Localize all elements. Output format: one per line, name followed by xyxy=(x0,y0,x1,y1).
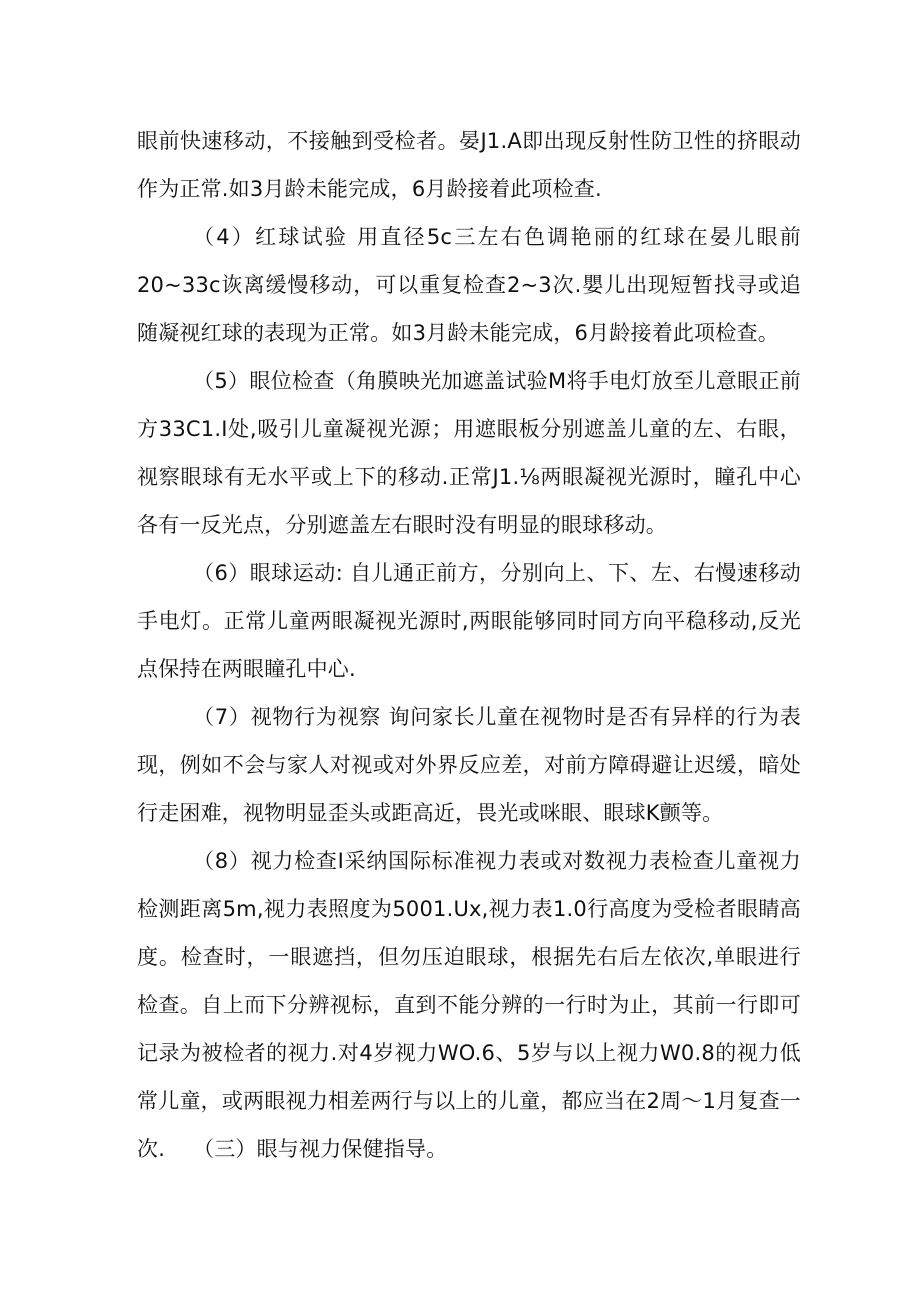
paragraph-text: 眼前快速移动，不接触到受检者。晏J1.A即出现反射性防卫性的挤眼动作为正常.如3月龄未能完成，6月龄接着此项检查. xyxy=(137,129,801,201)
paragraph-visual-behavior xyxy=(137,693,801,837)
paragraph-text: （6）眼球运动: 自儿通正前方，分别向上、下、左、右慢速移动手电灯。正常儿童两眼凝视光源时,两眼能够同时同方向平稳移动,反光点保持在两眼瞳孔中心. xyxy=(137,561,801,681)
paragraph-eye-position-test xyxy=(137,357,801,549)
paragraph-eye-movement xyxy=(137,549,801,693)
paragraph-continuation xyxy=(137,117,801,213)
paragraph-text: （7）视物行为视察 询问家长儿童在视物时是否有异样的行为表现，例如不会与家人对视或对外界反应差，对前方障碍避让迟缓，暗处行走困难，视物明显歪头或距高近，畏光或咪眼、眼球K颤等。 xyxy=(137,705,801,825)
section-heading-text: （三）眼与视力保健指导。 xyxy=(193,1137,448,1161)
paragraph-vision-test xyxy=(137,837,801,1173)
section-heading-guidance xyxy=(137,1125,801,1173)
paragraph-text: （8）视力检查I采纳国际标准视力表或对数视力表检查儿童视力检测距离5m,视力表照度为5001.Ux,视力表1.0行高度为受检者眼睛高度。检查时，一眼遮挡，但勿压迫眼球，根据先右后左依次,单眼进行检查。自上而下分辨视标，直到不能分辨的一行时为止，其前一行即可记录为被检者的视力.对4岁视力WO.6、5岁与以上视力W0.8的视力低常儿童，或两眼视力相差两行与以上的儿童，都应当在2周〜1月复查一次. xyxy=(137,849,801,1161)
paragraph-text: （4）红球试验 用直径5c三左右色调艳丽的红球在晏儿眼前20~33c诙离缓慢移动，可以重复检查2~3次.嬰儿出现短暂找寻或追随凝视红球的表现为正常。如3月龄未能完成，6月龄接着此项检查。 xyxy=(137,225,801,345)
paragraph-red-ball-test xyxy=(137,213,801,357)
paragraph-text: （5）眼位检查（角膜映光加遮盖试验M将手电灯放至儿意眼正前方33C1.I处,吸引儿童凝视光源；用遮眼板分别遮盖儿童的左、右眼，视察眼球有无水平或上下的移动.正常J1.⅛两眼凝视光源时，瞳孔中心各有一反光点，分别遮盖左右眼时没有明显的眼球移动。 xyxy=(137,369,801,537)
